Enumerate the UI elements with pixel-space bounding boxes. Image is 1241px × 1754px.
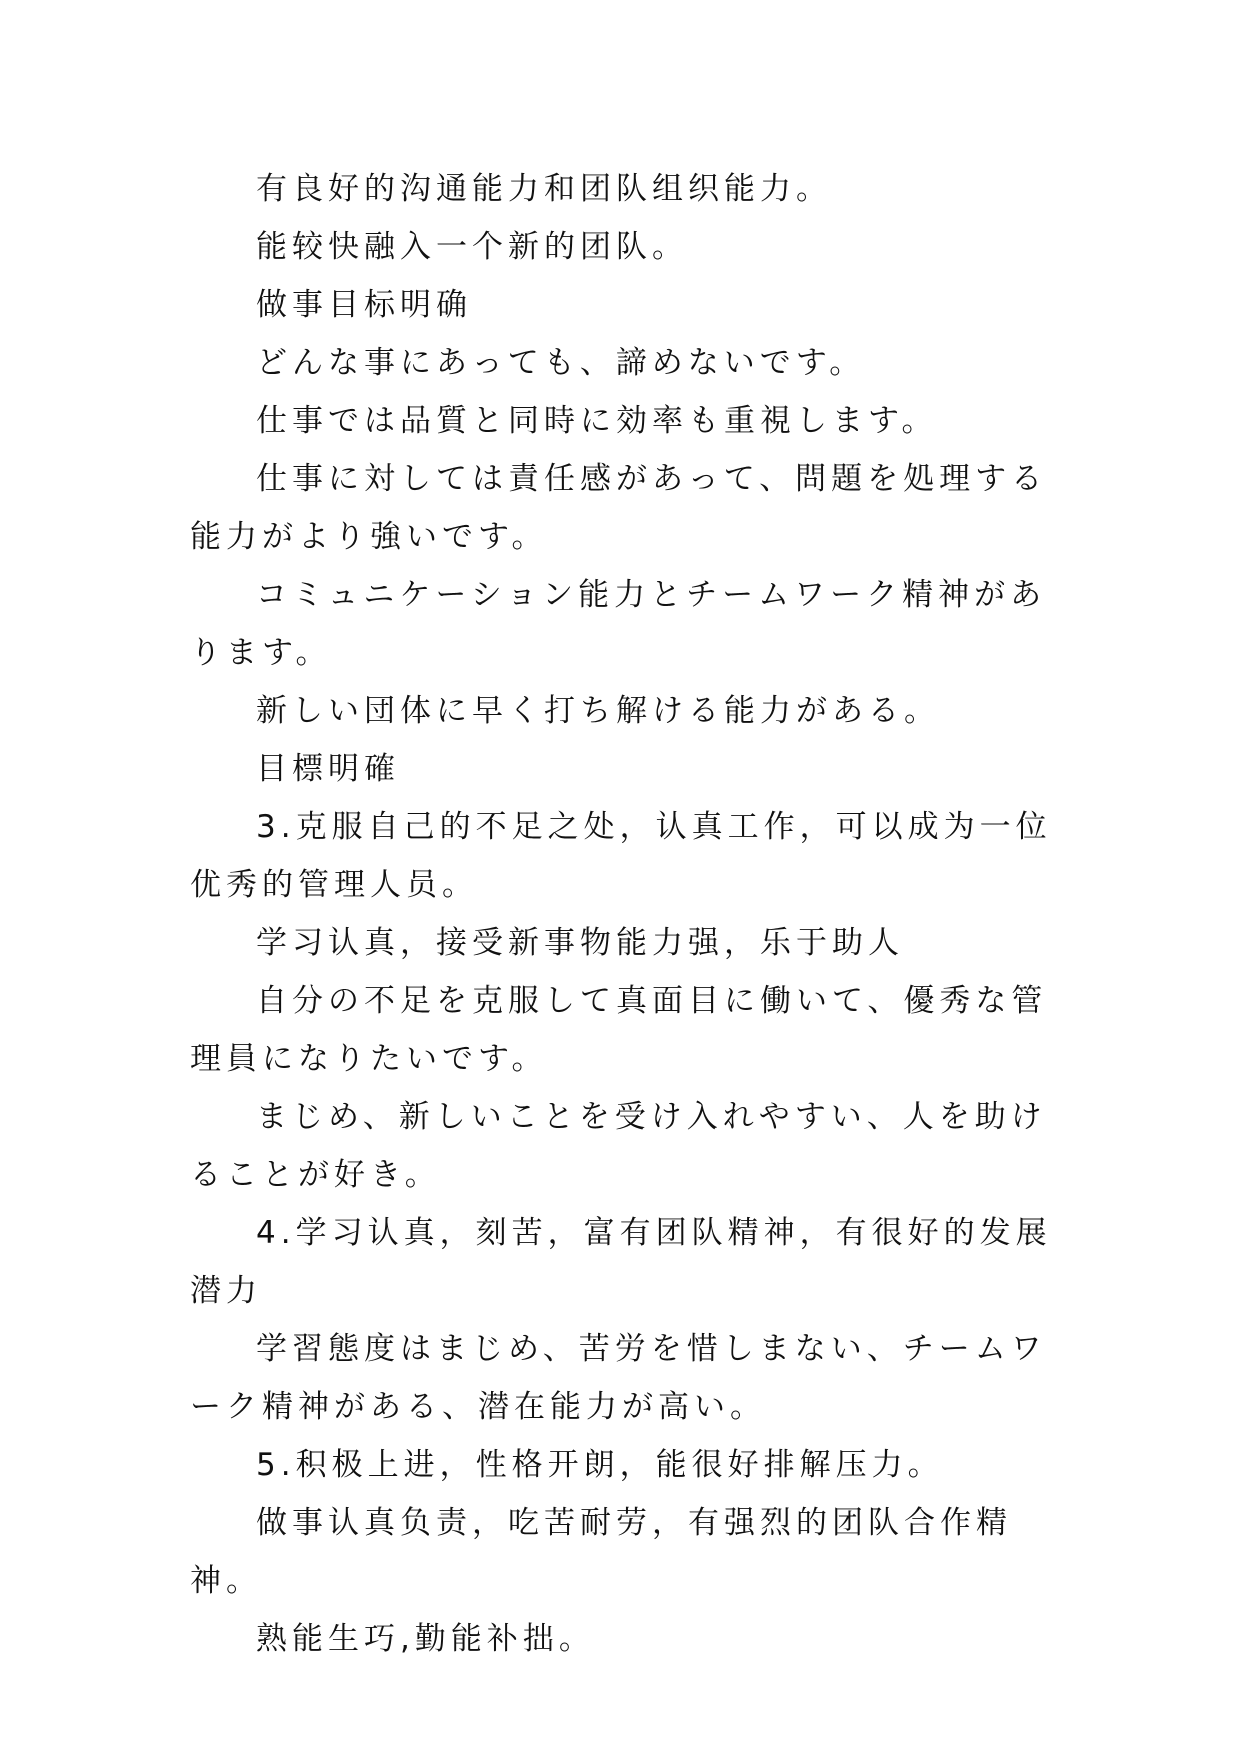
paragraph: 能较快融入一个新的团队。 <box>256 229 688 265</box>
paragraph: 自分の不足を克服して真面目に働いて、優秀な管理員になりたいです。 <box>190 983 1048 1077</box>
paragraph: 做事目标明确 <box>256 287 472 323</box>
paragraph: 做事认真负责，吃苦耐劳，有强烈的团队合作精神。 <box>190 1505 1012 1599</box>
paragraph: 学习认真，接受新事物能力强，乐于助人 <box>256 925 904 961</box>
paragraph: 有良好的沟通能力和团队组织能力。 <box>256 171 832 207</box>
paragraph: どんな事にあっても、諦めないです。 <box>256 345 866 381</box>
paragraph: 新しい団体に早く打ち解ける能力がある。 <box>256 693 940 729</box>
paragraph: コミュニケーション能力とチームワーク精神があります。 <box>190 577 1047 671</box>
paragraph: 学習態度はまじめ、苦労を惜しまない、チームワーク精神がある、潜在能力が高い。 <box>190 1331 1047 1425</box>
paragraph: 3.克服自己的不足之处，认真工作，可以成为一位优秀的管理人员。 <box>190 809 1052 903</box>
paragraph: 4.学习认真，刻苦，富有团队精神，有很好的发展潜力 <box>190 1215 1052 1309</box>
paragraph: 5.积极上进，性格开朗，能很好排解压力。 <box>256 1447 944 1483</box>
paragraph: 熟能生巧,勤能补拙。 <box>256 1621 595 1657</box>
paragraph: 仕事に対しては責任感があって、問題を処理する能力がより強いです。 <box>190 461 1048 555</box>
paragraph: 仕事では品質と同時に効率も重視します。 <box>256 403 938 439</box>
paragraph: 目標明確 <box>256 751 400 787</box>
document-body <box>190 160 1058 1668</box>
paragraph: まじめ、新しいことを受け入れやすい、人を助けることが好き。 <box>190 1099 1047 1193</box>
